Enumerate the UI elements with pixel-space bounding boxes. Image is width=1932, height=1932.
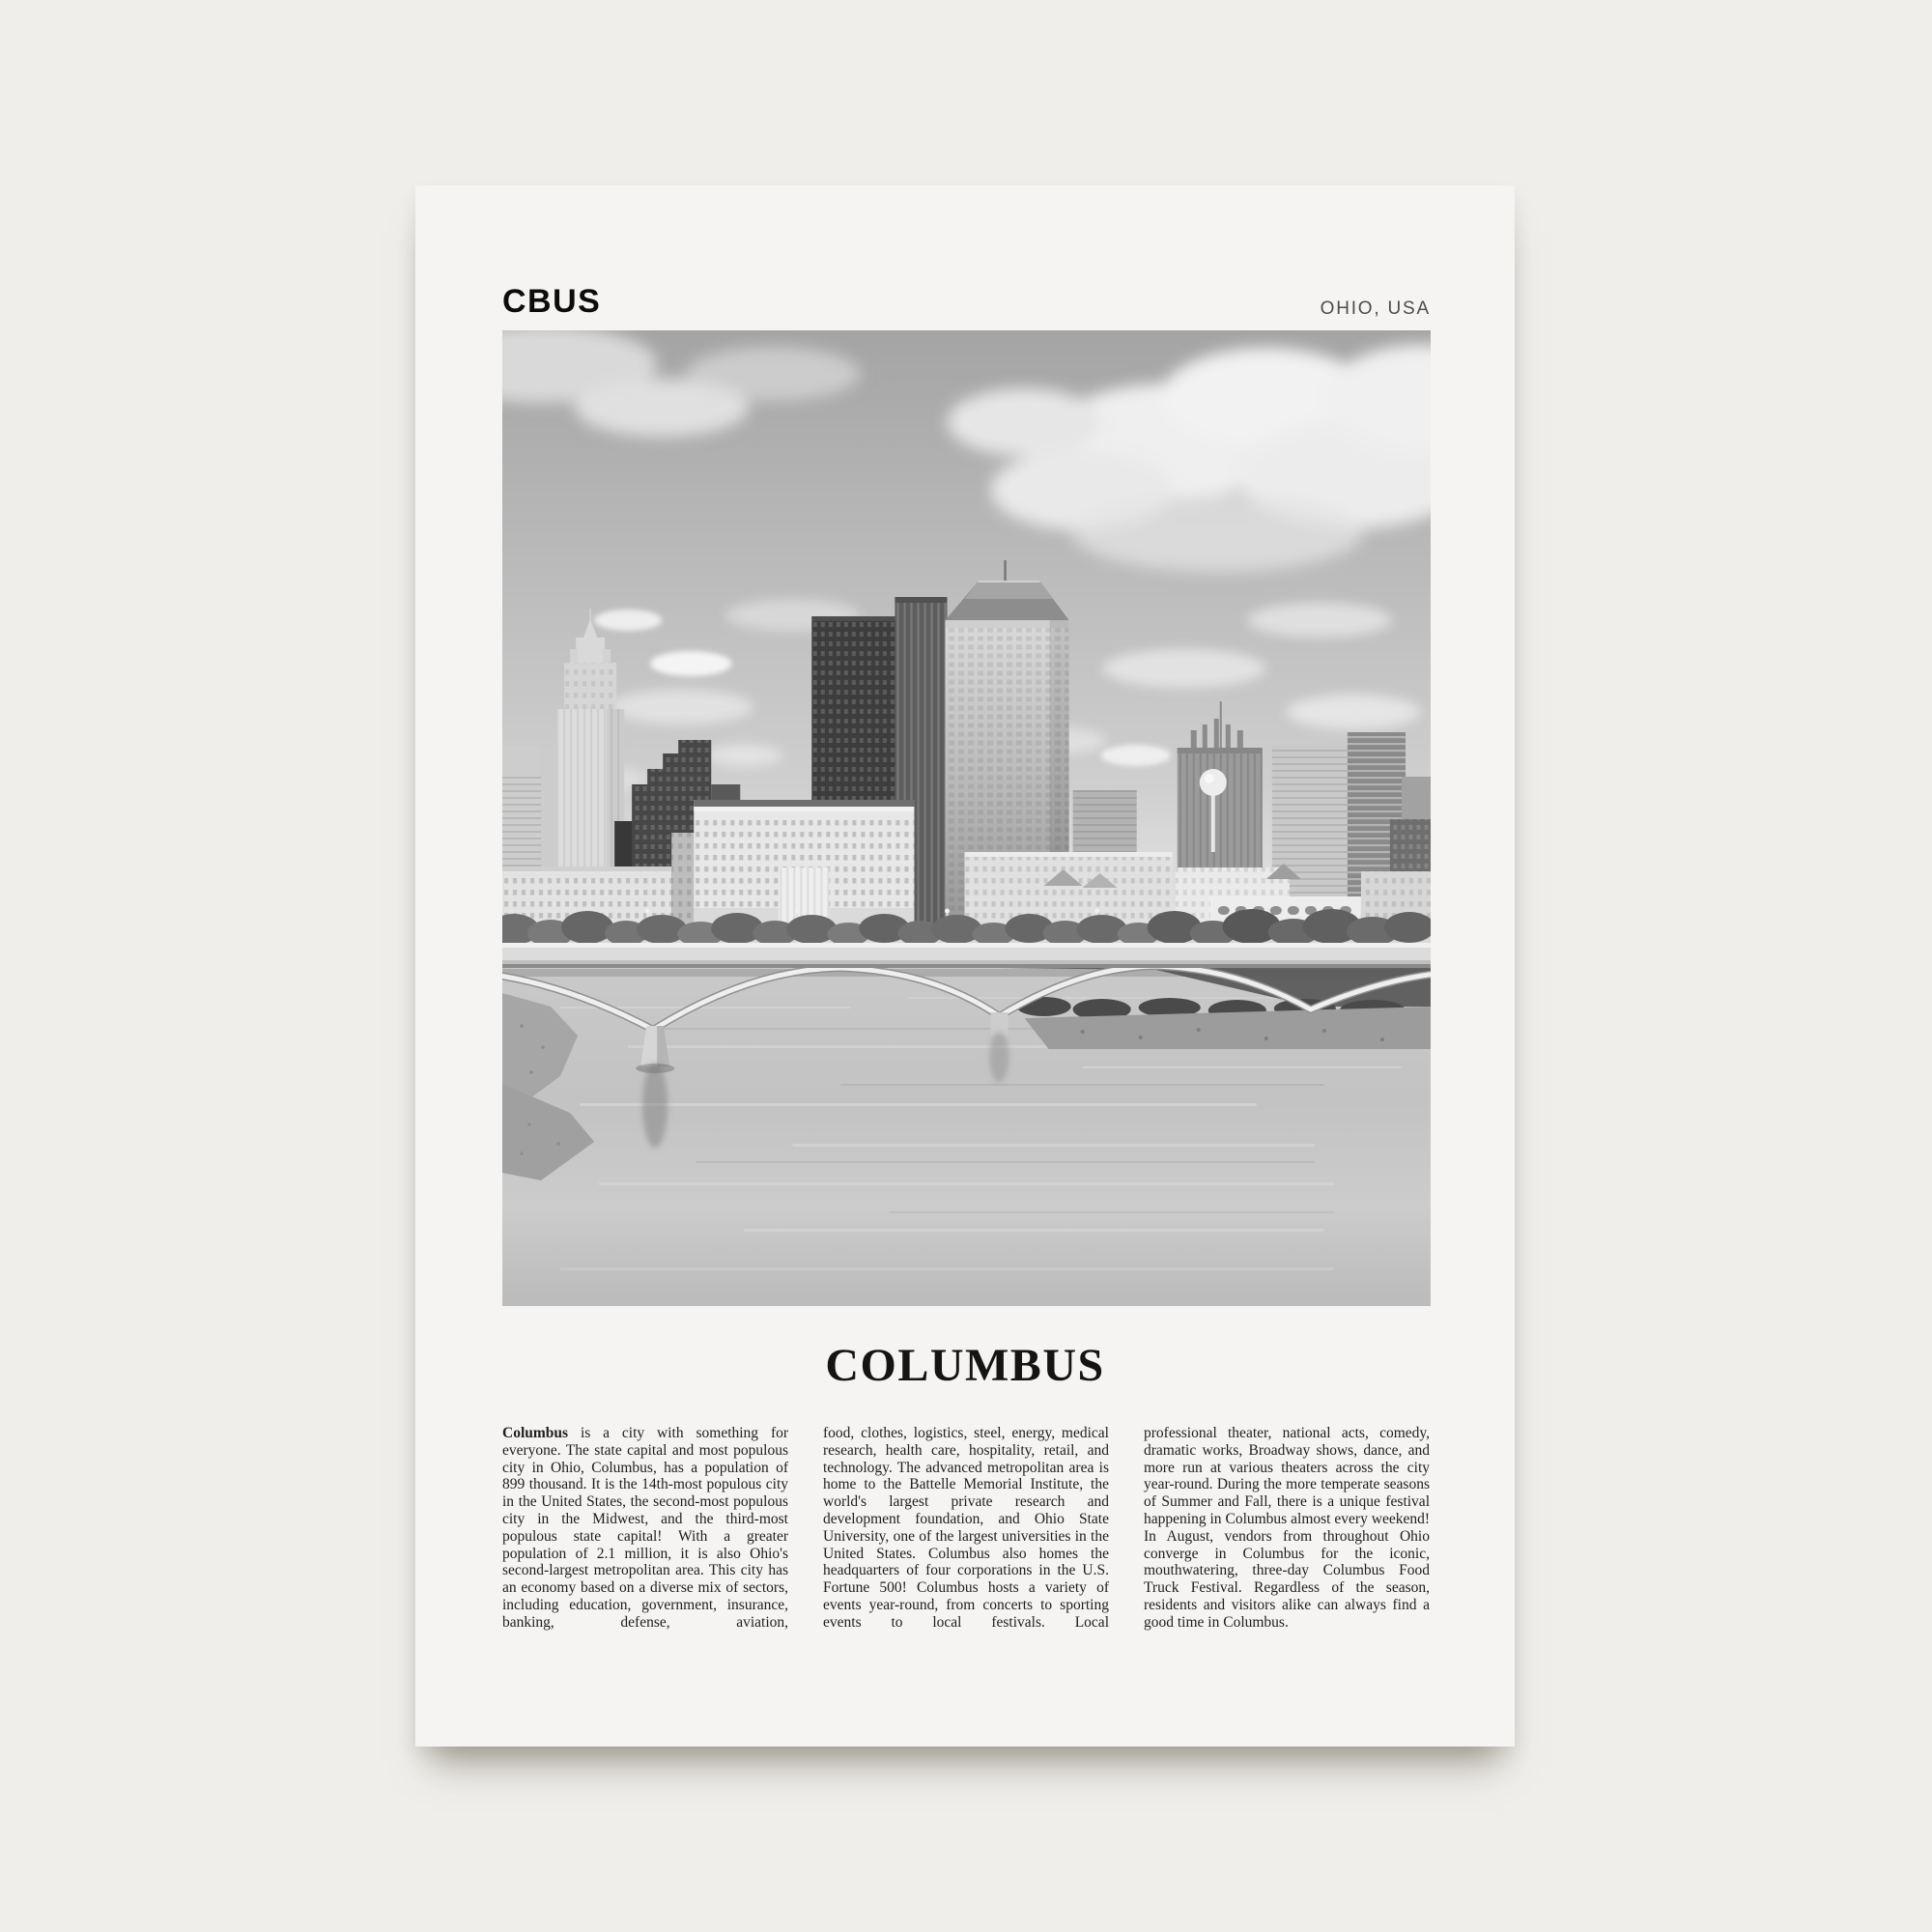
body-column-1-text: is a city with something for everyone. The state capital and most populous city in Ohio, Columbus, has a population of 899 thousand. It is the 14th-most populous city in the United States, the second-most populous city in the Midwest, and the third-most populous state capital! With a greater population of 2.1 million, it is also Ohio's second-largest metropolitan area. This city has an economy based on a diverse mix of sectors, including education, government, insurance, banking, defense, aviation,: [502, 1425, 789, 1631]
columbus-skyline-photo: [502, 330, 1431, 1306]
poster-brand-abbreviation: CBUS: [502, 283, 602, 320]
poster-city-title: COLUMBUS: [825, 1340, 1105, 1391]
body-column-3: professional theater, national acts, comedy, dramatic works, Broadway shows, dance, and more run at various theaters across the city year-round. During the more temperate seasons of Summer and Fall, there is a unique festival happening in Columbus almost every weekend! In August, vendors from throughout Ohio converge in Columbus for the iconic, mouthwatering, three-day Columbus Food Truck Festival. Regardless of the season, residents and visitors alike can always find a good time in Columbus.: [1144, 1425, 1430, 1631]
poster-body-text: [502, 1425, 1431, 1632]
poster-location-label: OHIO, USA: [1320, 298, 1431, 319]
travel-poster: [415, 185, 1515, 1747]
body-column-1: [502, 1425, 788, 1632]
body-lead-word: Columbus: [502, 1425, 569, 1441]
body-column-2: food, clothes, logistics, steel, energy, medical research, health care, hospitality, retail, and technology. The advanced metropolitan area is home to the Battelle Memorial Institute, the world's largest private research and development foundation, and Ohio State University, one of the largest universities in the United States. Columbus also homes the headquarters of four corporations in the U.S. Fortune 500! Columbus hosts a variety of events year-round, from concerts to sporting events to local festivals. Local: [823, 1425, 1109, 1631]
